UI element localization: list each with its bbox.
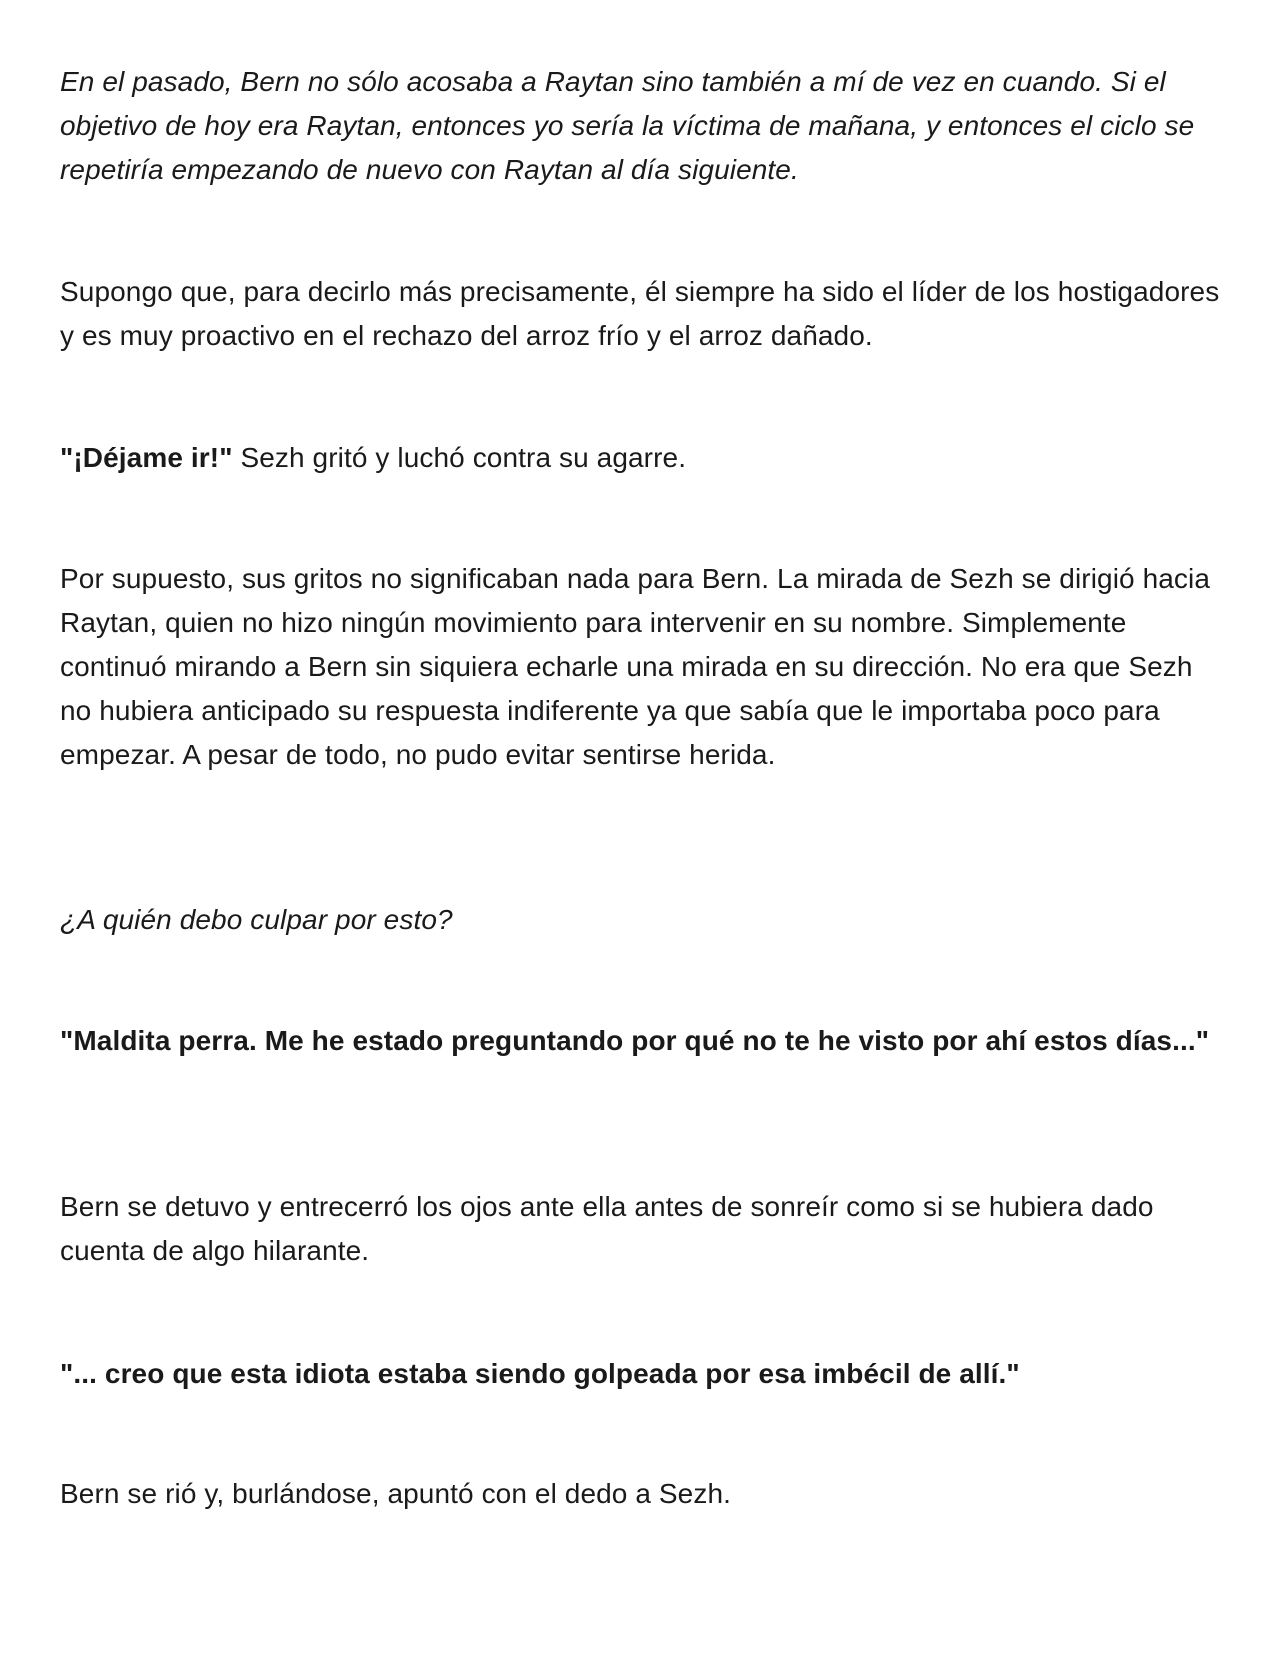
narration-paragraph-italic: En el pasado, Bern no sólo acosaba a Raytan sino también a mí de vez en cuando. Si el objetivo de hoy era Raytan, entonces yo sería la víctima de mañana, y entonces el ciclo se repetiría empezando de nuevo con Raytan al día siguiente. — [60, 66, 1195, 185]
dialogue-paragraph — [60, 436, 1230, 480]
dialogue-quote: "¡Déjame ir!" — [60, 442, 233, 473]
dialogue-paragraph-bold: "Maldita perra. Me he estado preguntando por qué no te he visto por ahí estos días..." — [60, 1025, 1210, 1056]
dialogue-tag: Sezh gritó y luchó contra su agarre. — [232, 442, 687, 473]
narration-paragraph: Bern se detuvo y entrecerró los ojos ante ella antes de sonreír como si se hubiera dado cuenta de algo hilarante. — [60, 1191, 1154, 1266]
inner-thought-paragraph: ¿A quién debo culpar por esto? — [60, 904, 453, 935]
narration-paragraph: Por supuesto, sus gritos no significaban nada para Bern. La mirada de Sezh se dirigió hacia Raytan, quien no hizo ningún movimiento para intervenir en su nombre. Simplemente continuó mirando a Bern sin siquiera echarle una mirada en su dirección. No era que Sezh no hubiera anticipado su respuesta indiferente ya que sabía que le importaba poco para empezar. A pesar de todo, no pudo evitar sentirse herida. — [60, 563, 1211, 770]
narration-paragraph: Supongo que, para decirlo más precisamente, él siempre ha sido el líder de los hostigadores y es muy proactivo en el rechazo del arroz frío y el arroz dañado. — [60, 276, 1220, 351]
dialogue-paragraph-bold: "... creo que esta idiota estaba siendo golpeada por esa imbécil de allí." — [60, 1358, 1020, 1389]
narration-paragraph: Bern se rió y, burlándose, apuntó con el dedo a Sezh. — [60, 1478, 731, 1509]
